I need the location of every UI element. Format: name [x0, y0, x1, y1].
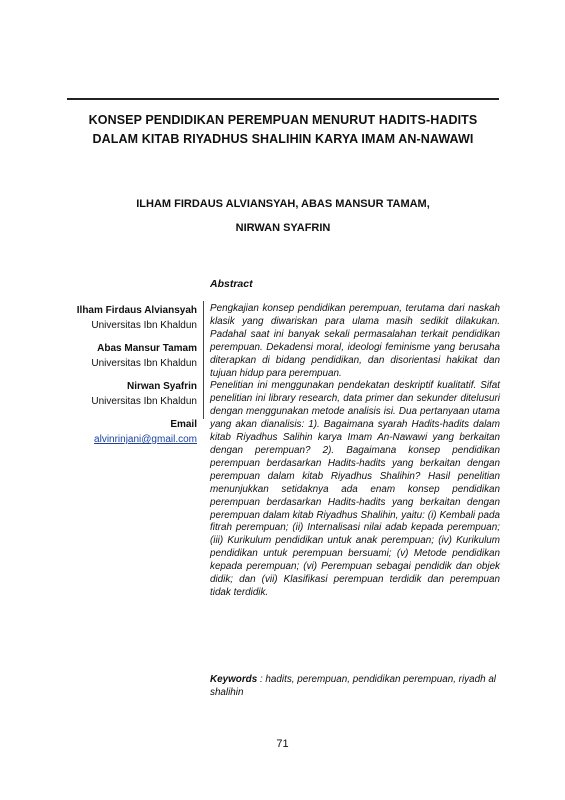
- affiliation-3: [40, 379, 197, 409]
- author-name: Nirwan Syafrin: [126, 381, 197, 392]
- affiliation-sidebar: [40, 303, 197, 455]
- authors-line-2: NIRWAN SYAFRIN: [235, 222, 331, 234]
- email-link[interactable]: alvinrinjani@gmail.com: [94, 434, 197, 445]
- keywords: [210, 673, 500, 699]
- title-line-2: DALAM KITAB RIYADHUS SHALIHIN KARYA IMAM AN-NAWAWI: [92, 132, 474, 146]
- keywords-label: Keywords: [210, 674, 258, 685]
- author-institution: Universitas Ibn Khaldun: [91, 358, 197, 369]
- email-block: [40, 417, 197, 447]
- author-name: Ilham Firdaus Alviansyah: [76, 305, 197, 316]
- abstract-paragraph-1: Pengkajian konsep pendidikan perempuan, terutama dari naskah klasik yang diwariskan para ulama masih sedikit dilakukan. Padahal saat ini banyak sekali permasalahan terkait pendidikan perempuan. Dekadensi moral, ideologi feminisme yang berusaha diterapkan di bidang pendidikan, dan disorientasi hakikat dan tujuan hidup para perempuan.: [210, 303, 500, 379]
- author-name: Abas Mansur Tamam: [97, 343, 197, 354]
- abstract-heading: Abstract: [210, 278, 253, 290]
- page-number: 71: [276, 738, 289, 750]
- keywords-text: : hadits, perempuan, pendidikan perempuan, riyadh al shalihin: [210, 674, 497, 698]
- abstract-paragraph-2: Penelitian ini menggunakan pendekatan deskriptif kualitatif. Sifat penelitian ini library research, data primer dan sekunder ditelusuri dengan menggunakan metode analisis isi. Dua pertanyaan utama yang akan dianalisis: 1). Bagaimana syarah Hadits-hadits dalam kitab Riyadhus Salihin karya Imam An-Nawawi yang berkaitan dengan perempuan? 2). Bagaimana konsep pendidikan perempuan berdasarkan Hadits-hadits yang berkaitan dengan perempuan dalam kitab Riyadhus Shalihin? Hasil penelitian menunjukkan setidaknya ada enam konsep pendidikan perempuan berdasarkan Hadits-hadits yang berkaitan dengan perempuan dalam kitab Riyadhus Shalihin, yaitu: (i) Kembali pada fitrah perempuan; (ii) Internalisasi nilai adab kepada perempuan; (iii) Kurikulum pendidikan untuk anak perempuan; (iv) Kurikulum pendidikan untuk perempuan bersuami; (v) Metode pendidikan kepada perempuan; (vi) Perempuan sebagai pendidik dan objek didik; dan (vii) Klasifikasi perempuan terdidik dan perempuan tidak terdidik.: [210, 380, 500, 598]
- email-label: Email: [170, 419, 197, 430]
- sidebar-divider: [203, 301, 204, 419]
- abstract-body: [210, 303, 500, 600]
- author-institution: Universitas Ibn Khaldun: [91, 396, 197, 407]
- author-institution: Universitas Ibn Khaldun: [91, 320, 197, 331]
- affiliation-1: [40, 303, 197, 333]
- authors-line-1: ILHAM FIRDAUS ALVIANSYAH, ABAS MANSUR TAMAM,: [136, 198, 430, 210]
- paper-title: [67, 111, 499, 149]
- top-rule: [67, 98, 499, 100]
- title-line-1: KONSEP PENDIDIKAN PEREMPUAN MENURUT HADITS-HADITS: [88, 113, 478, 127]
- affiliation-2: [40, 341, 197, 371]
